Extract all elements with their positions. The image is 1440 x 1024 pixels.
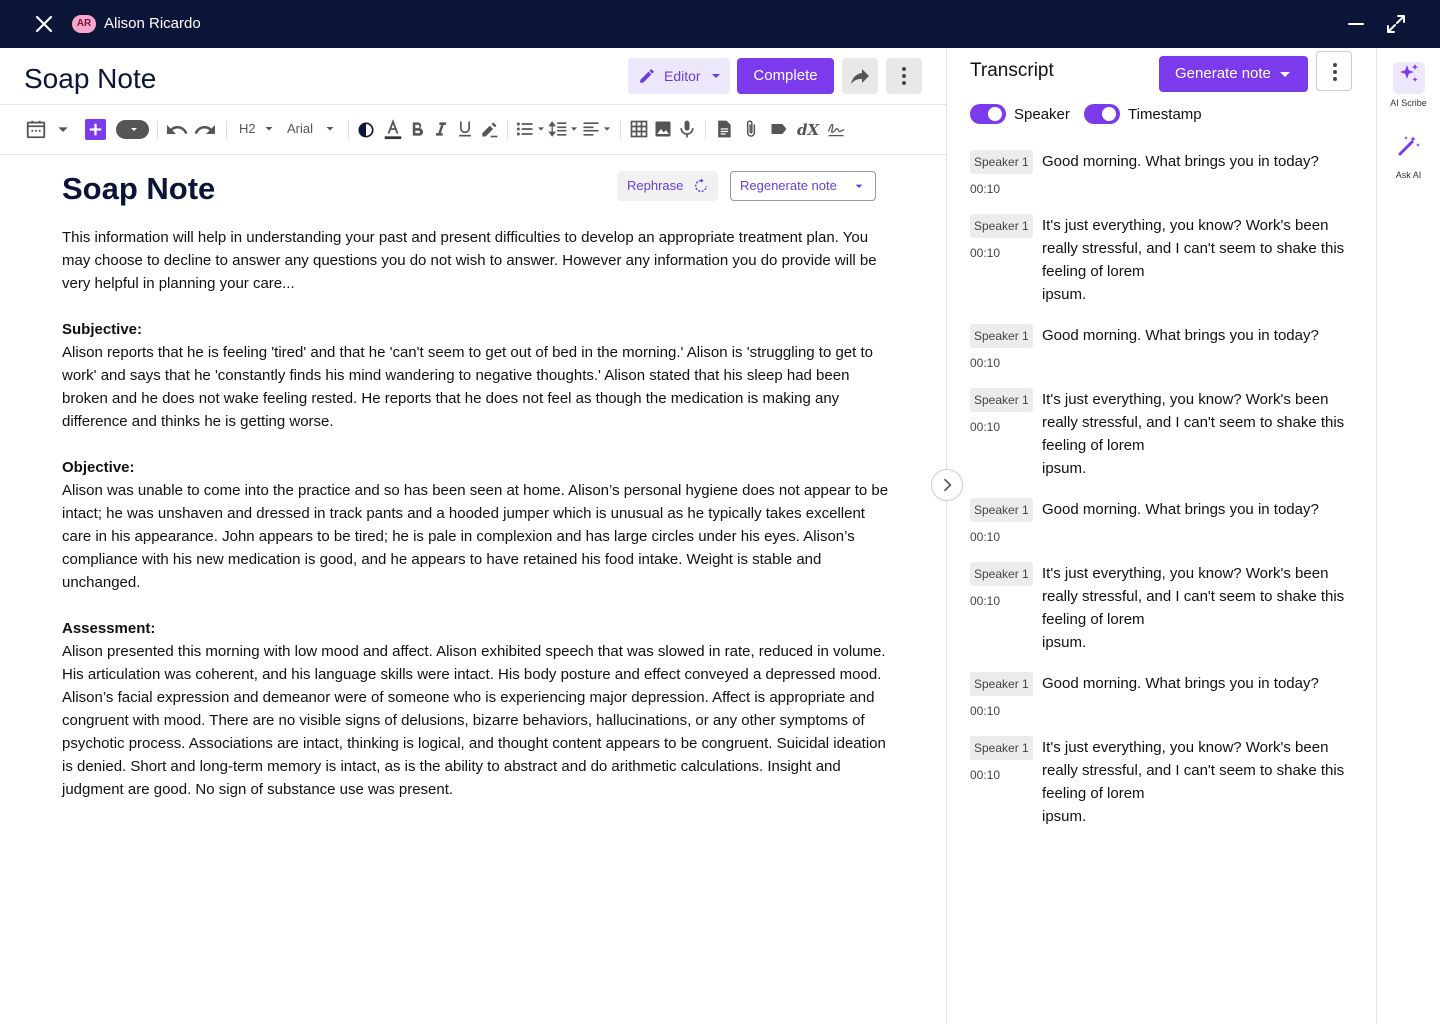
italic-icon[interactable] (431, 119, 451, 139)
speaker-badge: Speaker 1 (970, 562, 1033, 586)
transcript-meta (970, 214, 1042, 306)
bold-icon[interactable] (407, 119, 427, 139)
transcript-meta (970, 562, 1042, 654)
objective-section (62, 456, 892, 594)
kebab-menu-icon (1323, 60, 1347, 84)
generate-note-button[interactable] (1159, 56, 1308, 92)
speaker-badge: Speaker 1 (970, 150, 1033, 174)
signature-icon[interactable] (826, 119, 846, 139)
line-spacing-icon[interactable] (548, 119, 568, 139)
divider (0, 154, 946, 155)
timestamp: 00:10 (970, 182, 1001, 196)
transcript-title: Transcript (970, 60, 1054, 81)
highlight-icon[interactable] (479, 119, 499, 139)
transcript-item (970, 214, 1354, 306)
kebab-menu-icon (892, 64, 916, 88)
transcript-text: Good morning. What brings you in today? (1042, 675, 1319, 692)
chevron-down-icon[interactable] (537, 125, 545, 133)
timestamp: 00:10 (970, 356, 1001, 370)
collapse-panel-button[interactable] (931, 469, 963, 501)
pencil-icon (638, 67, 656, 85)
timestamp: 00:10 (970, 704, 1001, 718)
bullet-list-icon[interactable] (515, 119, 535, 139)
toolbar-separator (705, 121, 706, 139)
transcript-meta (970, 672, 1042, 718)
document-icon[interactable] (714, 119, 734, 139)
sparkle-icon (1393, 62, 1425, 94)
section-heading: Objective: (62, 459, 135, 476)
editor-pane (0, 48, 946, 1024)
generate-note-label: Generate note (1175, 65, 1271, 82)
avatar: AR (72, 15, 96, 33)
section-heading: Assessment: (62, 620, 156, 637)
chevron-down-icon[interactable] (603, 125, 611, 133)
toolbar-separator (620, 121, 621, 139)
chevron-down-icon (851, 178, 867, 194)
timestamp: 00:10 (970, 768, 1001, 782)
document-body[interactable] (62, 226, 892, 824)
page-title: Soap Note (24, 63, 157, 94)
speaker-badge: Speaker 1 (970, 388, 1033, 412)
timestamp: 00:10 (970, 594, 1001, 608)
toolbar-separator (157, 121, 158, 139)
transcript-item (970, 562, 1354, 654)
font-select[interactable]: Arial (287, 121, 314, 136)
transcript-meta (970, 324, 1042, 370)
svg-text:dX: dX (797, 121, 820, 139)
transcript-text: It's just everything, you know? Work's been really stressful, and I can't seem to shake this feeling of lorem ipsum. (1042, 391, 1345, 477)
ask-ai-label: Ask AI (1395, 170, 1422, 180)
transcript-item (970, 150, 1354, 196)
toggle-icon[interactable] (116, 120, 149, 139)
speaker-badge: Speaker 1 (970, 672, 1033, 696)
chevron-down-icon[interactable] (263, 123, 275, 135)
editor-mode-label: Editor (664, 68, 701, 84)
expand-icon[interactable] (1384, 12, 1408, 36)
speaker-toggle[interactable] (970, 104, 1006, 124)
toggle-knob (988, 107, 1002, 121)
section-body: Alison presented this morning with low mood and affect. Alison exhibited speech that was slowed in rate, reduced in volume. His articulation was coherent, and his language skills were intact. His body posture and effect conveyed a depressed mood. Alison’s facial expression and demeanor were of someone who is experiencing major depression. Affect is appropriate and congruent with mood. There are no visible signs of delusions, bizarre behaviors, hallucinations, or any other symptoms of psychotic process. Associations are intact, thinking is logical, and thought content appears to be congruent. Suicidal ideation is denied. Short and long-term memory is intact, as is the ability to abstract and do arithmetic calculations. Insight and judgment are good. No sign of substance use was present. (62, 643, 886, 798)
speaker-badge: Speaker 1 (970, 214, 1033, 238)
transcript-meta (970, 388, 1042, 480)
transcript-item (970, 388, 1354, 480)
transcript-meta (970, 150, 1042, 196)
transcript-item (970, 672, 1354, 718)
undo-icon[interactable] (165, 118, 189, 142)
contrast-icon[interactable] (356, 120, 376, 140)
chevron-down-icon[interactable] (324, 123, 336, 135)
chevron-right-icon (937, 475, 957, 495)
speaker-badge: Speaker 1 (970, 736, 1033, 760)
section-body: Alison reports that he is feeling 'tired' and that he 'can't seem to get out of bed in the morning.' Alison is 'struggling to get to work' and says that he 'constantly finds his mind wandering to negative thoughts.' Alison stated that his sleep had been broken and he does not wake feeling rested. He reports that he does not feel as though the medication is making any difference and thinks he is getting worse. (62, 344, 873, 430)
transcript-text: It's just everything, you know? Work's been really stressful, and I can't seem to shake this feeling of lorem ipsum. (1042, 217, 1345, 303)
chevron-down-icon[interactable] (570, 125, 578, 133)
ai-scribe-label: AI Scribe (1390, 98, 1427, 108)
regenerate-label: Regenerate note (740, 178, 837, 193)
section-body: Alison was unable to come into the practice and so has been seen at home. Alison’s personal hygiene does not appear to be intact; he was unshaven and dressed in track pants and a hooded jumper which is unusual as he typically takes excellent care in his appearance. John appears to be tired; he is pale in complexion and has large circles under his eyes. Alison’s compliance with his new medication is good, and he appears to have retained his food intake. Weight is stable and unchanged. (62, 482, 889, 591)
transcript-meta (970, 498, 1042, 544)
share-icon (848, 64, 872, 88)
toggle-knob (1102, 107, 1116, 121)
text-color-icon[interactable] (382, 118, 404, 140)
document-title: Soap Note (62, 171, 216, 206)
magic-wand-icon (1393, 134, 1425, 166)
underline-icon[interactable] (455, 119, 475, 139)
attachment-icon[interactable] (741, 119, 761, 139)
sidebar-divider (1376, 48, 1377, 1024)
transcript-text: Good morning. What brings you in today? (1042, 501, 1319, 518)
align-icon[interactable] (581, 119, 601, 139)
user-name: Alison Ricardo (104, 15, 201, 32)
heading-select[interactable]: H2 (239, 121, 256, 136)
transcript-text: It's just everything, you know? Work's been really stressful, and I can't seem to shake this feeling of lorem ipsum. (1042, 739, 1345, 825)
toolbar-separator (348, 121, 349, 139)
timestamp: 00:10 (970, 420, 1001, 434)
timestamp-toggle-label: Timestamp (1128, 106, 1202, 123)
transcript-list (970, 150, 1354, 846)
toolbar-separator (507, 121, 508, 139)
assessment-section (62, 617, 892, 801)
transcript-more-button[interactable] (1316, 51, 1352, 91)
speaker-badge: Speaker 1 (970, 324, 1033, 348)
refresh-icon (693, 178, 709, 194)
format-toolbar (0, 105, 946, 155)
timestamp: 00:10 (970, 530, 1001, 544)
subjective-section (62, 318, 892, 433)
redo-icon[interactable] (193, 118, 217, 142)
table-icon[interactable] (629, 119, 649, 139)
toolbar-separator (226, 121, 227, 139)
add-block-icon[interactable] (85, 119, 106, 140)
mic-icon[interactable] (677, 119, 697, 139)
close-icon[interactable] (32, 12, 56, 36)
rephrase-button[interactable] (617, 171, 718, 201)
transcript-meta (970, 736, 1042, 828)
timestamp-toggle[interactable] (1084, 104, 1120, 124)
timestamp: 00:10 (970, 246, 1001, 260)
share-button[interactable] (842, 58, 878, 94)
intro-paragraph: This information will help in understanding your past and present difficulties to develop an appropriate treatment plan. You may choose to decline to answer any questions you do not wish to answer. However any information you do provide will be very helpful in planning your care... (62, 229, 877, 292)
regenerate-note-button[interactable] (730, 171, 876, 201)
ask-ai-button[interactable] (1377, 130, 1440, 181)
calendar-icon[interactable] (25, 118, 47, 140)
section-heading: Subjective: (62, 321, 143, 338)
transcript-text: Good morning. What brings you in today? (1042, 327, 1319, 344)
minimize-icon[interactable] (1344, 12, 1368, 36)
chevron-down-icon (708, 68, 724, 84)
chevron-down-icon[interactable] (55, 123, 71, 137)
tag-icon[interactable] (769, 119, 789, 139)
transcript-text: Good morning. What brings you in today? (1042, 153, 1319, 170)
ai-scribe-button[interactable] (1377, 58, 1440, 109)
complete-button[interactable]: Complete (737, 58, 834, 94)
speaker-toggle-label: Speaker (1014, 106, 1070, 123)
pane-divider[interactable] (946, 48, 947, 1024)
transcript-text: It's just everything, you know? Work's been really stressful, and I can't seem to shake this feeling of lorem ipsum. (1042, 565, 1345, 651)
transcript-item (970, 324, 1354, 370)
editor-mode-button[interactable] (628, 58, 730, 94)
speaker-badge: Speaker 1 (970, 498, 1033, 522)
chevron-down-icon (1273, 62, 1297, 86)
rephrase-label: Rephrase (627, 178, 684, 193)
top-bar (0, 0, 1440, 48)
transcript-item (970, 736, 1354, 828)
image-icon[interactable] (653, 119, 673, 139)
formula-icon[interactable] (796, 118, 820, 140)
transcript-item (970, 498, 1354, 544)
more-options-button[interactable] (886, 58, 922, 94)
